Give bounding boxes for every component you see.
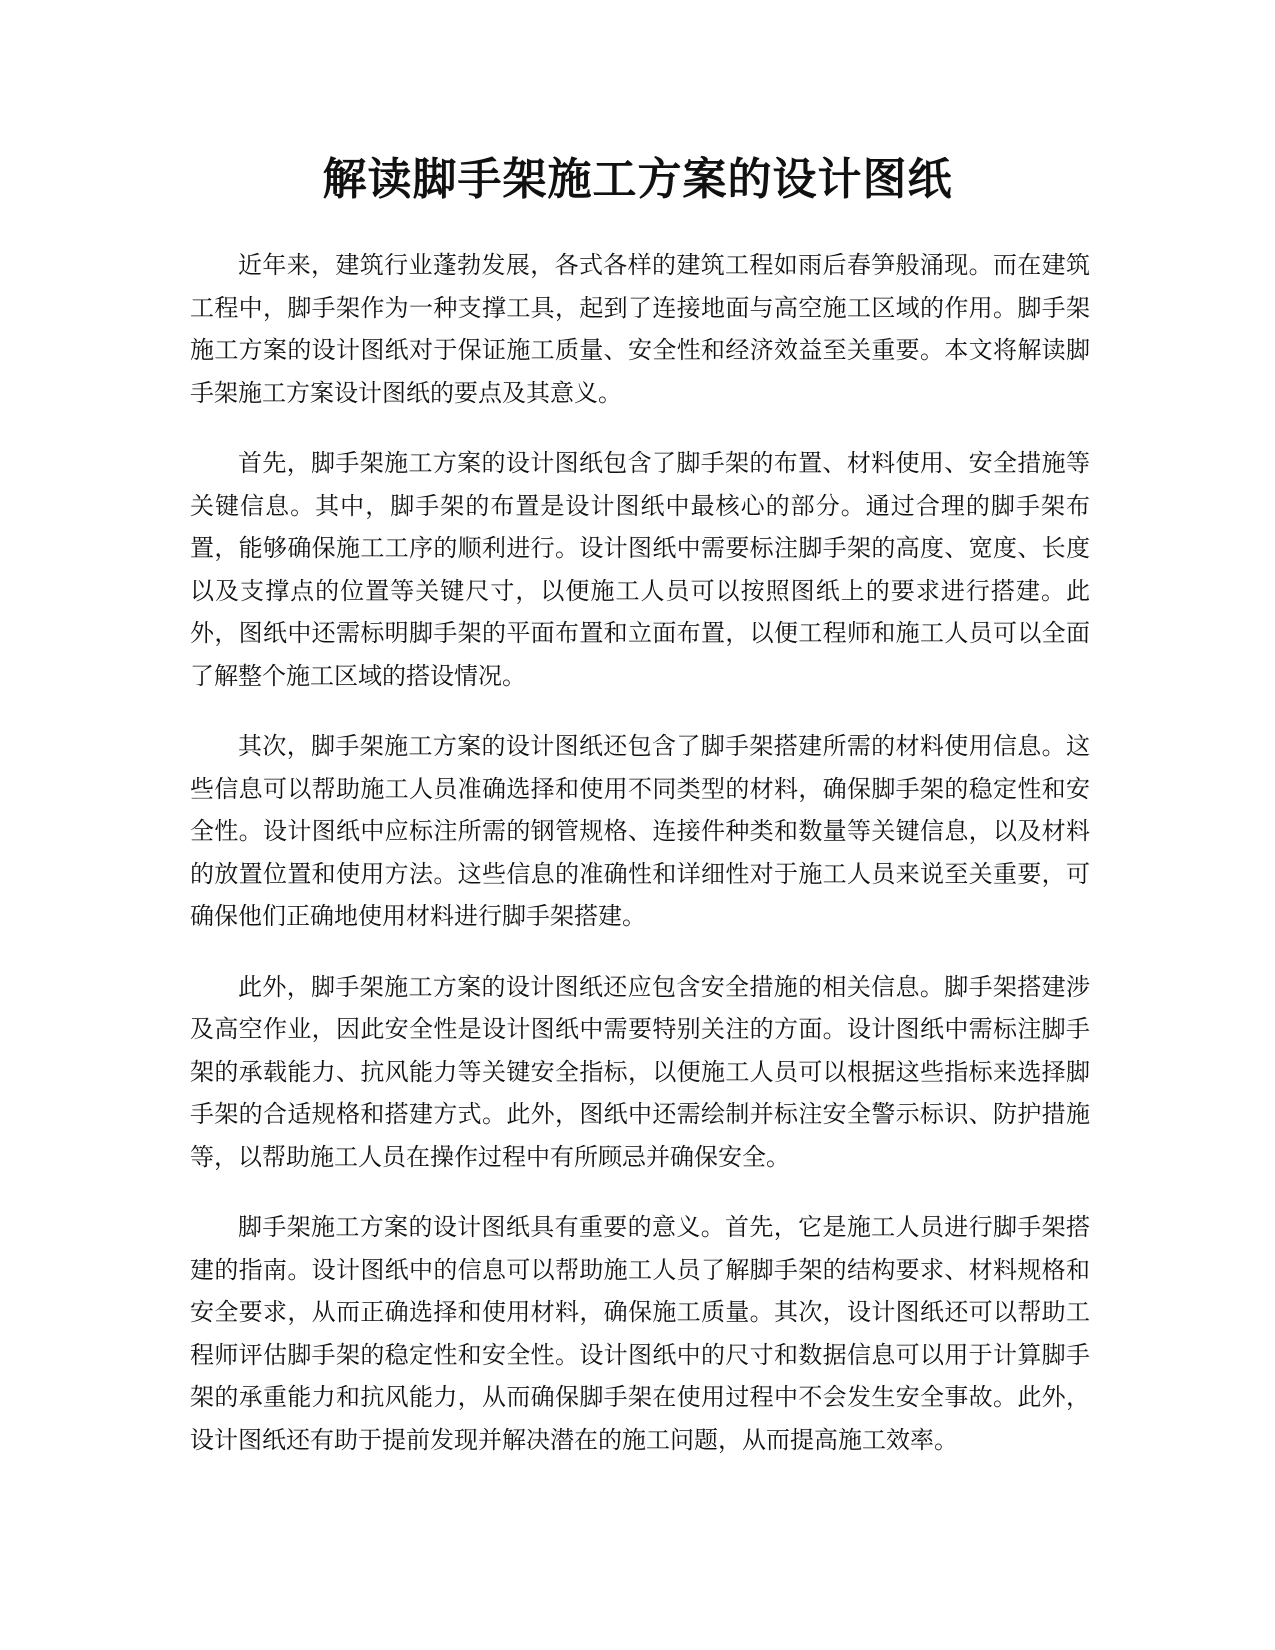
paragraph-safety: 此外，脚手架施工方案的设计图纸还应包含安全措施的相关信息。脚手架搭建涉及高空作业，因此安全性是设计图纸中需要特别关注的方面。设计图纸中需标注脚手架的承载能力、抗风能力等关键安全指标，以便施工人员可以根据这些指标来选择脚手架的合适规格和搭建方式。此外，图纸中还需绘制并标注安全警示标识、防护措施等，以帮助施工人员在操作过程中有所顾忌并确保安全。: [190, 972, 1090, 1171]
document-body: [190, 244, 1090, 1489]
paragraph-materials: 其次，脚手架施工方案的设计图纸还包含了脚手架搭建所需的材料使用信息。这些信息可以帮助施工人员准确选择和使用不同类型的材料，确保脚手架的稳定性和安全性。设计图纸中应标注所需的钢管规格、连接件种类和数量等关键信息，以及材料的放置位置和使用方法。这些信息的准确性和详细性对于施工人员来说至关重要，可确保他们正确地使用材料进行脚手架搭建。: [190, 732, 1090, 930]
document-title: 解读脚手架施工方案的设计图纸: [322, 154, 953, 205]
paragraph-layout: 首先，脚手架施工方案的设计图纸包含了脚手架的布置、材料使用、安全措施等关键信息。其中，脚手架的布置是设计图纸中最核心的部分。通过合理的脚手架布置，能够确保施工工序的顺利进行。设计图纸中需要标注脚手架的高度、宽度、长度以及支撑点的位置等关键尺寸，以便施工人员可以按照图纸上的要求进行搭建。此外，图纸中还需标明脚手架的平面布置和立面布置，以便工程师和施工人员可以全面了解整个施工区域的搭设情况。: [190, 449, 1090, 690]
paragraph-intro: 近年来，建筑行业蓬勃发展，各式各样的建筑工程如雨后春笋般涌现。而在建筑工程中，脚手架作为一种支撑工具，起到了连接地面与高空施工区域的作用。脚手架施工方案的设计图纸对于保证施工质量、安全性和经济效益至关重要。本文将解读脚手架施工方案设计图纸的要点及其意义。: [190, 251, 1090, 407]
paragraph-significance: 脚手架施工方案的设计图纸具有重要的意义。首先，它是施工人员进行脚手架搭建的指南。设计图纸中的信息可以帮助施工人员了解脚手架的结构要求、材料规格和安全要求，从而正确选择和使用材料，确保施工质量。其次，设计图纸还可以帮助工程师评估脚手架的稳定性和安全性。设计图纸中的尺寸和数据信息可以用于计算脚手架的承重能力和抗风能力，从而确保脚手架在使用过程中不会发生安全事故。此外，设计图纸还有助于提前发现并解决潜在的施工问题，从而提高施工效率。: [190, 1213, 1090, 1454]
